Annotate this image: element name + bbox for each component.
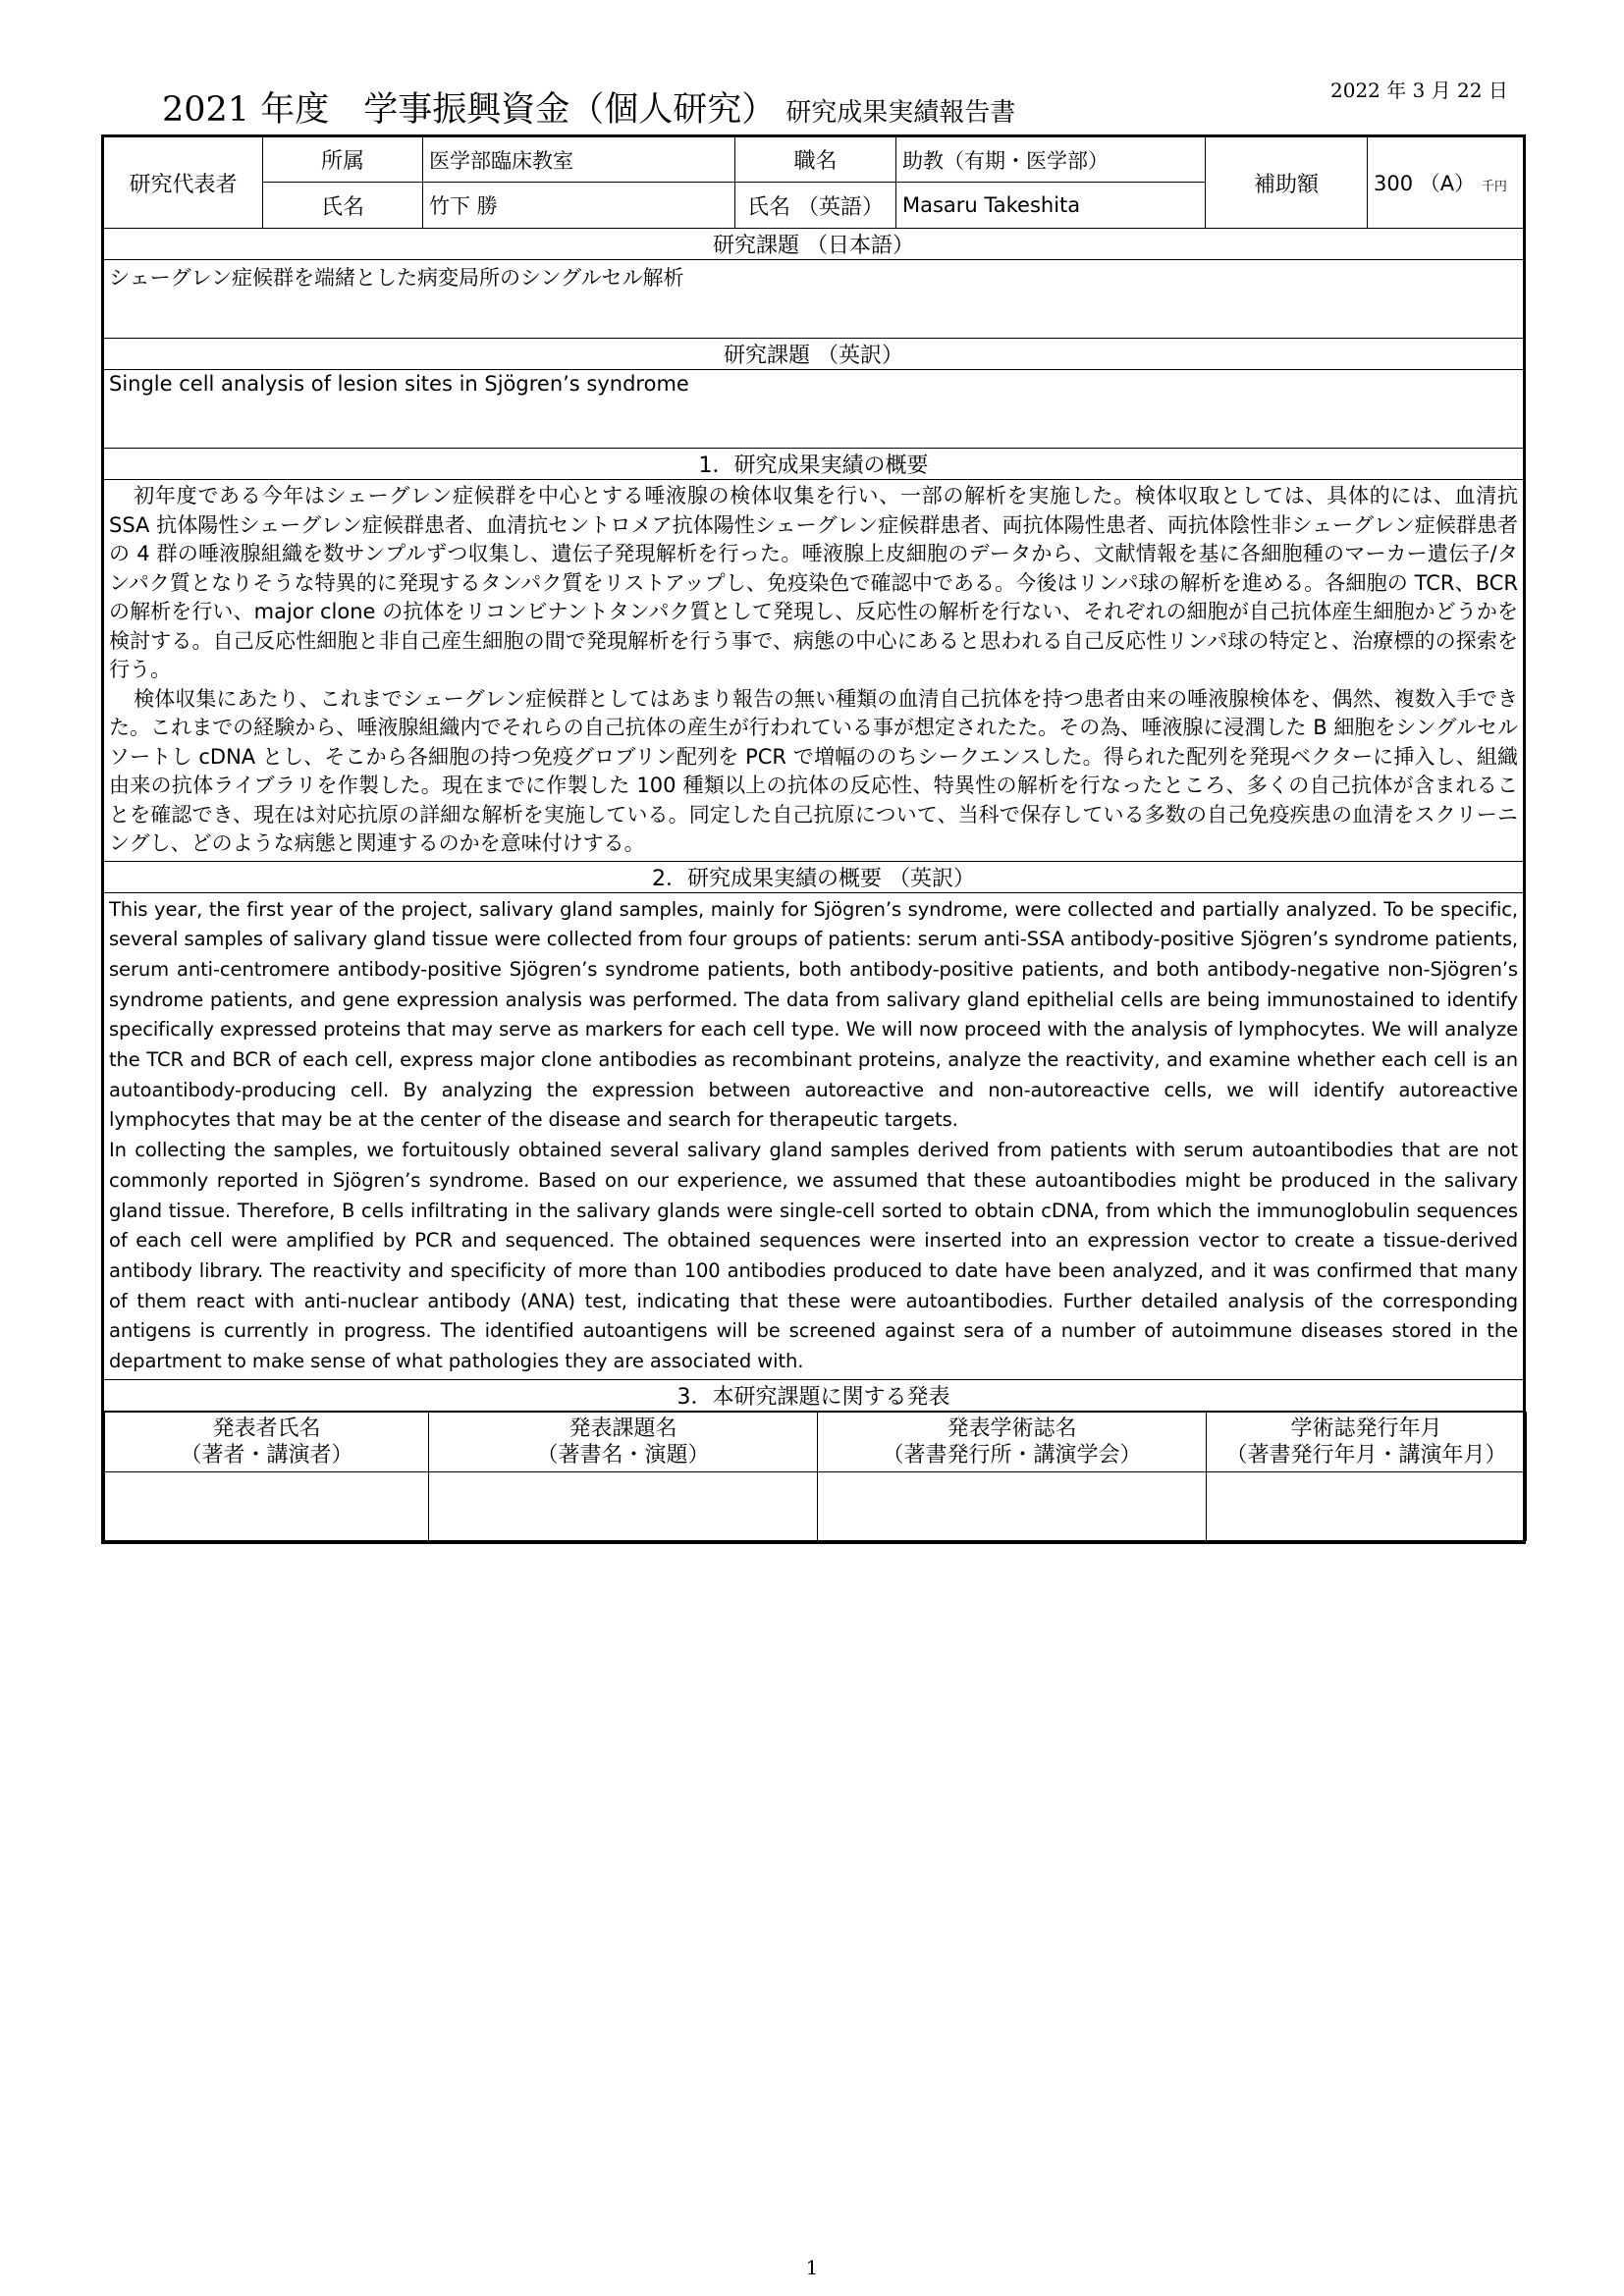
publications-table-cell	[103, 1411, 1525, 1542]
summary-ja-paragraph: 初年度である今年はシェーグレン症候群を中心とする唾液腺の検体収集を行い、一部の解析を実施した。検体収取としては、具体的には、血清抗 SSA 抗体陽性シェーグレン症候群患者、血清抗セントロメア抗体陽性シェーグレン症候群患者、両抗体陽性患者、両抗体陰性非シェーグレン症候群患者の 4 群の唾液腺組織を数サンプルずつ収集し、遺伝子発現解析を行った。唾液腺上皮細胞のデータから、文献情報を基に各細胞種のマーカー遺伝子/タンパク質となりそうな特異的に発現するタンパク質をリストアップし、免疫染色で確認中である。今後はリンパ球の解析を進める。各細胞の TCR、BCR の解析を行い、major clone の抗体をリコンビナントタンパク質として発現し、反応性の解析を行ない、それぞれの細胞が自己抗体産生細胞かどうかを検討する。自己反応性細胞と非自己産生細胞の間で発現解析を行う事で、病態の中心にあると思われる自己反応性リンパ球の特定と、治療標的の探索を行う。	[109, 484, 1518, 681]
publications-column-header	[818, 1412, 1207, 1471]
table-cell	[818, 1471, 1207, 1540]
summary-ja-header: 1．研究成果実績の概要	[103, 449, 1525, 480]
summary-en-body	[103, 892, 1525, 1379]
affiliation-value: 医学部臨床教室	[423, 136, 735, 183]
publications-header: 3．本研究課題に関する発表	[103, 1379, 1525, 1411]
table-cell	[429, 1471, 818, 1540]
column-subtitle: （著者・講演者）	[180, 1442, 353, 1468]
name-en-label: 氏名 （英語）	[735, 183, 896, 229]
grant-amount: 300 （A）	[1374, 172, 1476, 195]
column-title: 学術誌発行年月	[1290, 1415, 1442, 1441]
table-cell	[105, 1471, 429, 1540]
publications-column-header	[1207, 1412, 1527, 1471]
title-sub: 研究成果実績報告書	[785, 98, 1016, 128]
subject-en-header: 研究課題 （英訳）	[103, 339, 1525, 370]
position-value: 助教（有期・医学部）	[896, 136, 1206, 183]
table-cell	[1207, 1471, 1527, 1540]
publications-column-header	[429, 1412, 818, 1471]
title-main: 2021 年度 学事振興資金（個人研究）	[162, 90, 777, 130]
column-title: 発表者氏名	[212, 1415, 321, 1441]
column-title: 発表課題名	[568, 1415, 677, 1441]
page-number: 1	[805, 2256, 819, 2279]
summary-ja-paragraph: 検体収集にあたり、これまでシェーグレン症候群としてはあまり報告の無い種類の血清自己抗体を持つ患者由来の唾液腺検体を、偶然、複数入手できた。これまでの経験から、唾液腺組織内でそれらの自己抗体の産生が行われている事が想定されたた。その為、唾液腺に浸潤した B 細胞をシングルセルソートし cDNA とし、そこから各細胞の持つ免疫グロブリン配列を PCR で増幅ののちシークエンスした。得られた配列を発現ベクターに挿入し、組織由来の抗体ライブラリを作製した。現在までに作製した 100 種類以上の抗体の反応性、特異性の解析を行なったところ、多くの自己抗体が含まれることを確認でき、現在は対応抗原の詳細な解析を実施している。同定した自己抗原について、当科で保存している多数の自己免疫疾患の血清をスクリーニングし、どのような病態と関連するのかを意味付けする。	[109, 686, 1518, 855]
report-date: 2022 年 3 月 22 日	[1330, 79, 1508, 102]
grant-cell	[1368, 136, 1525, 229]
representative-label: 研究代表者	[103, 136, 263, 229]
report-form	[101, 134, 1526, 1544]
summary-ja-body	[103, 480, 1525, 862]
publications-table	[104, 1412, 1527, 1541]
summary-en-paragraph: In collecting the samples, we fortuitously obtained several salivary gland samples derived from patients with serum autoantibodies that are not commonly reported in Sjögren’s syndrome. Based on our experience, we assumed that these autoantibodies might be produced in the salivary gland tissue. Therefore, B cells infiltrating in the salivary glands were single-cell sorted to obtain cDNA, from which the immunoglobulin sequences of each cell were amplified by PCR and sequenced. The obtained sequences were inserted into an expression vector to create a tissue-derived antibody library. The reactivity and specificity of more than 100 antibodies produced to date have been analyzed, and it was confirmed that many of them react with anti-nuclear antibody (ANA) test, indicating that these were autoantibodies. Further detailed analysis of the corresponding antigens is currently in progress. The identified autoantigens will be screened against sera of a number of autoimmune diseases stored in the department to make sense of what pathologies they are associated with.	[109, 1139, 1518, 1373]
subject-ja-header: 研究課題 （日本語）	[103, 229, 1525, 260]
publications-column-header	[105, 1412, 429, 1471]
grant-unit: 千円	[1481, 180, 1507, 194]
grant-label: 補助額	[1206, 136, 1368, 229]
summary-en-header: 2．研究成果実績の概要 （英訳）	[103, 861, 1525, 892]
position-label: 職名	[735, 136, 896, 183]
column-subtitle: （著書名・演題）	[536, 1442, 710, 1468]
summary-en-paragraph: This year, the first year of the project, salivary gland samples, mainly for Sjögren’s syndrome, were collected and partially analyzed. To be specific, several samples of salivary gland tissue were collected from four groups of patients: serum anti-SSA antibody-positive Sjögren’s syndrome patients, serum anti-centromere antibody-positive Sjögren’s syndrome patients, both antibody-positive patients, and both antibody-negative non-Sjögren’s syndrome patients, and gene expression analysis was performed. The data from salivary gland epithelial cells are being immunostained to identify specifically expressed proteins that may serve as markers for each cell type. We will now proceed with the analysis of lymphocytes. We will analyze the TCR and BCR of each cell, express major clone antibodies as recombinant proteins, analyze the reactivity, and examine whether each cell is an autoantibody-producing cell. By analyzing the expression between autoreactive and non-autoreactive cells, we will identify autoreactive lymphocytes that may be at the center of the disease and search for therapeutic targets.	[109, 897, 1518, 1132]
affiliation-label: 所属	[263, 136, 423, 183]
column-subtitle: （著書発行年月・講演年月）	[1225, 1442, 1507, 1468]
page-title	[162, 82, 1242, 132]
column-title: 発表学術誌名	[947, 1415, 1077, 1441]
subject-ja-text: シェーグレン症候群を端緒とした病変局所のシングルセル解析	[103, 260, 1525, 339]
column-subtitle: （著書発行所・講演学会）	[882, 1442, 1142, 1468]
name-label: 氏名	[263, 183, 423, 229]
subject-en-text: Single cell analysis of lesion sites in Sjögren’s syndrome	[103, 370, 1525, 449]
name-en-value: Masaru Takeshita	[896, 183, 1206, 229]
name-value: 竹下 勝	[423, 183, 735, 229]
